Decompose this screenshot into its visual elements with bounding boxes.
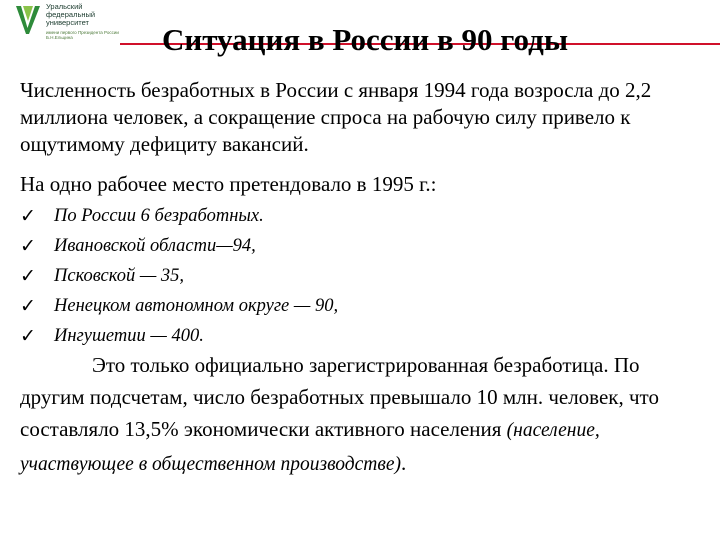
list-item bbox=[20, 291, 338, 321]
list-item bbox=[20, 261, 338, 291]
logo-text bbox=[46, 3, 95, 27]
university-logo-icon bbox=[14, 4, 42, 38]
region-list bbox=[20, 201, 338, 351]
list-item bbox=[20, 201, 338, 231]
list-item-text: По России 6 безработных. bbox=[54, 205, 264, 226]
paragraph-applicants: На одно рабочее место претендовало в 1995 г.: bbox=[20, 172, 437, 196]
checkmark-icon: ✓ bbox=[20, 235, 36, 257]
paragraph-italic-note: (население, участвующее в общественном производстве) bbox=[20, 420, 600, 475]
checkmark-icon: ✓ bbox=[20, 205, 36, 227]
logo-line: федеральный bbox=[46, 10, 96, 19]
paragraph-official-unemployment bbox=[20, 349, 705, 481]
logo-line: Уральский bbox=[46, 2, 83, 11]
university-logo bbox=[14, 2, 124, 42]
logo-subtitle: имени первого Президента России Б.Н.Ельцина bbox=[46, 30, 119, 40]
list-item bbox=[20, 321, 338, 351]
list-item-text: Ненецком автономном округе — 90, bbox=[54, 295, 339, 316]
checkmark-icon: ✓ bbox=[20, 325, 36, 347]
logo-line: университет bbox=[46, 18, 89, 27]
list-item bbox=[20, 231, 338, 261]
slide-title: Ситуация в России в 90 годы bbox=[161, 22, 569, 57]
checkmark-icon: ✓ bbox=[20, 265, 36, 287]
list-item-text: Ингушетии — 400. bbox=[54, 325, 204, 346]
list-item-text: Псковской — 35, bbox=[54, 265, 185, 286]
paragraph-end: . bbox=[401, 451, 407, 475]
paragraph-unemployment: Численность безработных в России с января 1994 года возросла до 2,2 миллиона человек, а сокращение спроса на рабочую силу привело к ощутимому дефициту вакансий. bbox=[20, 78, 652, 156]
list-item-text: Ивановской области—94, bbox=[54, 235, 256, 256]
checkmark-icon: ✓ bbox=[20, 295, 36, 317]
paragraph-text: Это только официально зарегистрированная безработица. По другим подсчетам, число безработных превышало 10 млн. человек, что составляло 13,5% экономически активного населения bbox=[20, 353, 659, 441]
